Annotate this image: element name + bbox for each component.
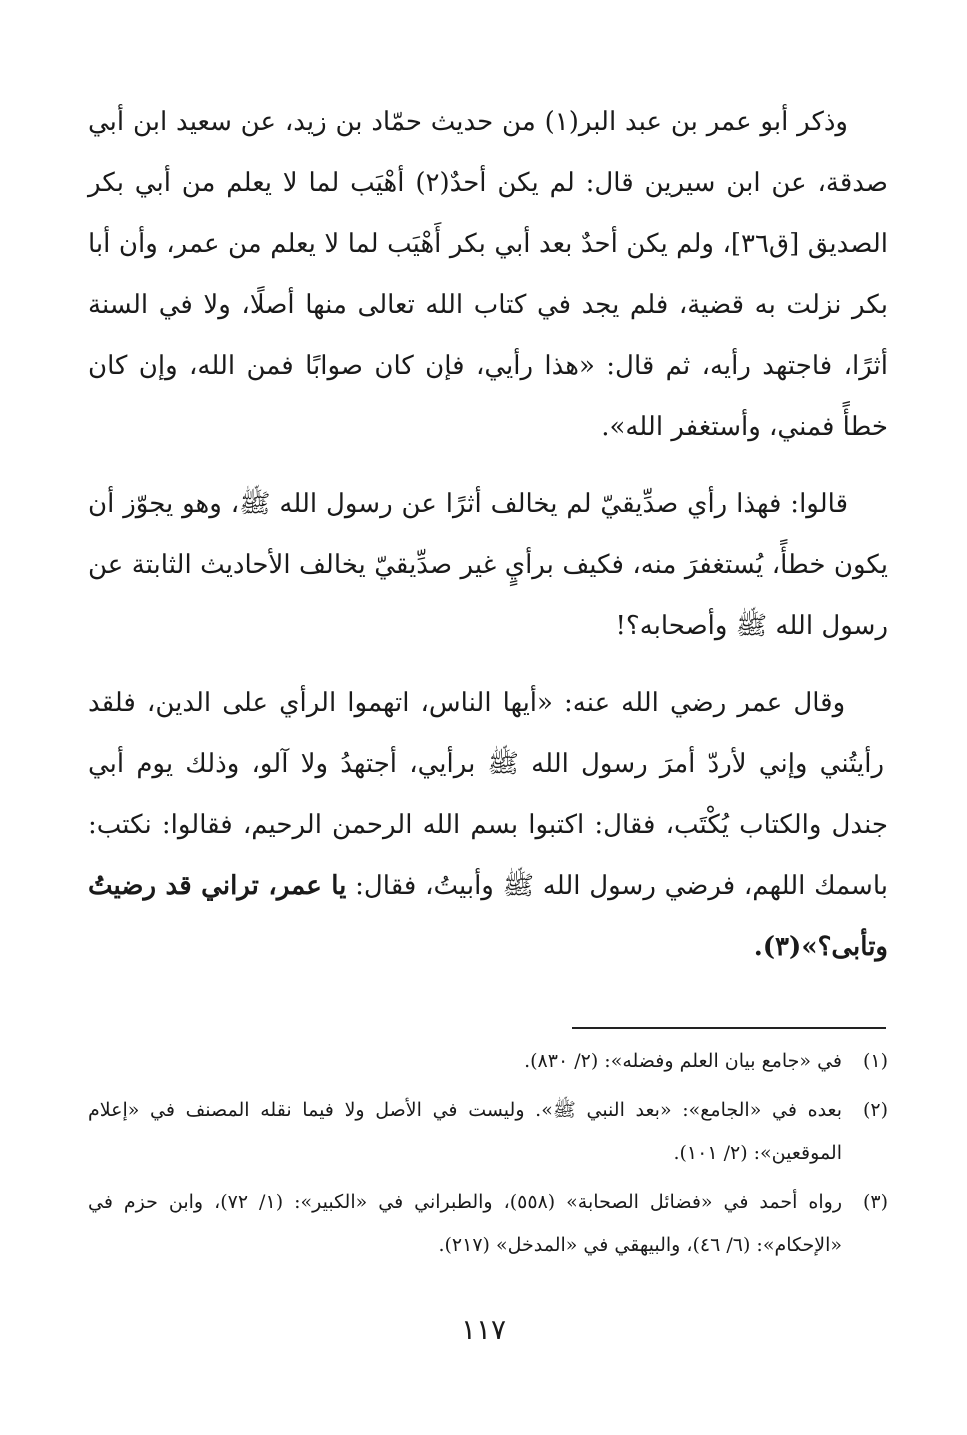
paragraph-3-line-3: جندل والكتاب يُكْتَب، فقال: اكتبوا بسم الله الرحمن الرحيم، فقالوا: [151, 810, 888, 840]
footnote-text: رواه أحمد في «فضائل الصحابة» (٥٥٨)، والطبراني في «الكبير»: (١/ ٧٢)، وابن حزم في «الإحكام»: (٦/ ٤٦)، والبيهقي في «المدخل» (٢١٧). [88, 1191, 842, 1256]
footnote-1 [88, 1040, 888, 1083]
page-number: ١١٧ [460, 1313, 507, 1346]
footnote-text: في «جامع بيان العلم وفضله»: (٢/ ٨٣٠). [524, 1050, 842, 1072]
paragraph-1-line-5: السنة أثرًا، فاجتهد رأيه، ثم قال: «هذا رأيي، فإن كان صوابًا فمن الله، وإن [88, 290, 888, 381]
paragraph-2 [88, 474, 888, 657]
paragraph-3-bold-quote: يا عمر، تراني قد رضيتُ وتأبى؟»(٣). [88, 871, 888, 962]
paragraph-3-line-1: وقال عمر رضي الله عنه: «أيها الناس، اتهموا الرأي على الدين، فلقد [88, 688, 846, 718]
paragraph-1-line-4: وأن أبا بكر نزلت به قضية، فلم يجد في كتاب الله تعالى منها أصلًا، ولا في [88, 229, 888, 320]
paragraph-1-line-3: بكر الصديق [ق٣٦]، ولم يكن أحدٌ بعد أبي بكر أَهْيَب لما لا يعلم من عمر، [88, 168, 888, 259]
paragraph-1-line-1: وذكر أبو عمر بن عبد البر(١) من حديث حمّاد بن زيد، عن سعيد ابن [124, 107, 848, 137]
footnote-separator [572, 1027, 886, 1029]
paragraph-1-line-6: كان خطأً فمني، وأستغفر الله». [88, 351, 888, 442]
footnote-3 [88, 1181, 888, 1267]
footnotes [88, 1040, 888, 1273]
paragraph-2-line-3: الثابتة عن رسول الله ﷺ وأصحابه؟! [88, 550, 888, 641]
footnote-2 [88, 1089, 888, 1175]
paragraph-3-line-2: رأيتُني وإني لأردّ أمرَ رسول الله ﷺ برأيي، أجتهدُ ولا آلو، وذلك يوم أبي [88, 749, 885, 779]
footnote-number: (١) [862, 1050, 888, 1072]
paragraph-3-line-4: نكتب: باسمك اللهم، فرضي رسول الله ﷺ وأبيتُ، فقال: [88, 810, 888, 901]
footnote-text: بعده في «الجامع»: «بعد النبي ﷺ». وليست في الأصل ولا فيما نقله المصنف في «إعلام الموقعين»: (٢/ ١٠١). [88, 1099, 842, 1164]
footnote-number: (٢) [862, 1099, 888, 1121]
paragraph-2-line-1: قالوا: فهذا رأي صدِّيقيّ لم يخالف أثرًا عن رسول الله ﷺ، وهو يجوّز [114, 489, 848, 519]
footnote-number: (٣) [862, 1191, 888, 1213]
paragraph-2-line-2: أن يكون خطأً، يُستغفرَ منه، فكيف برأيٍ غير صدِّيقيّ يخالف الأحاديث [88, 489, 888, 580]
paragraph-1-line-2: أبي صدقة، عن ابن سيرين قال: لم يكن أحدٌ(٢) أهْيَب لما لا يعلم من أبي [88, 107, 888, 198]
paragraph-1 [88, 92, 888, 458]
main-text [88, 92, 888, 994]
paragraph-3 [88, 673, 888, 978]
